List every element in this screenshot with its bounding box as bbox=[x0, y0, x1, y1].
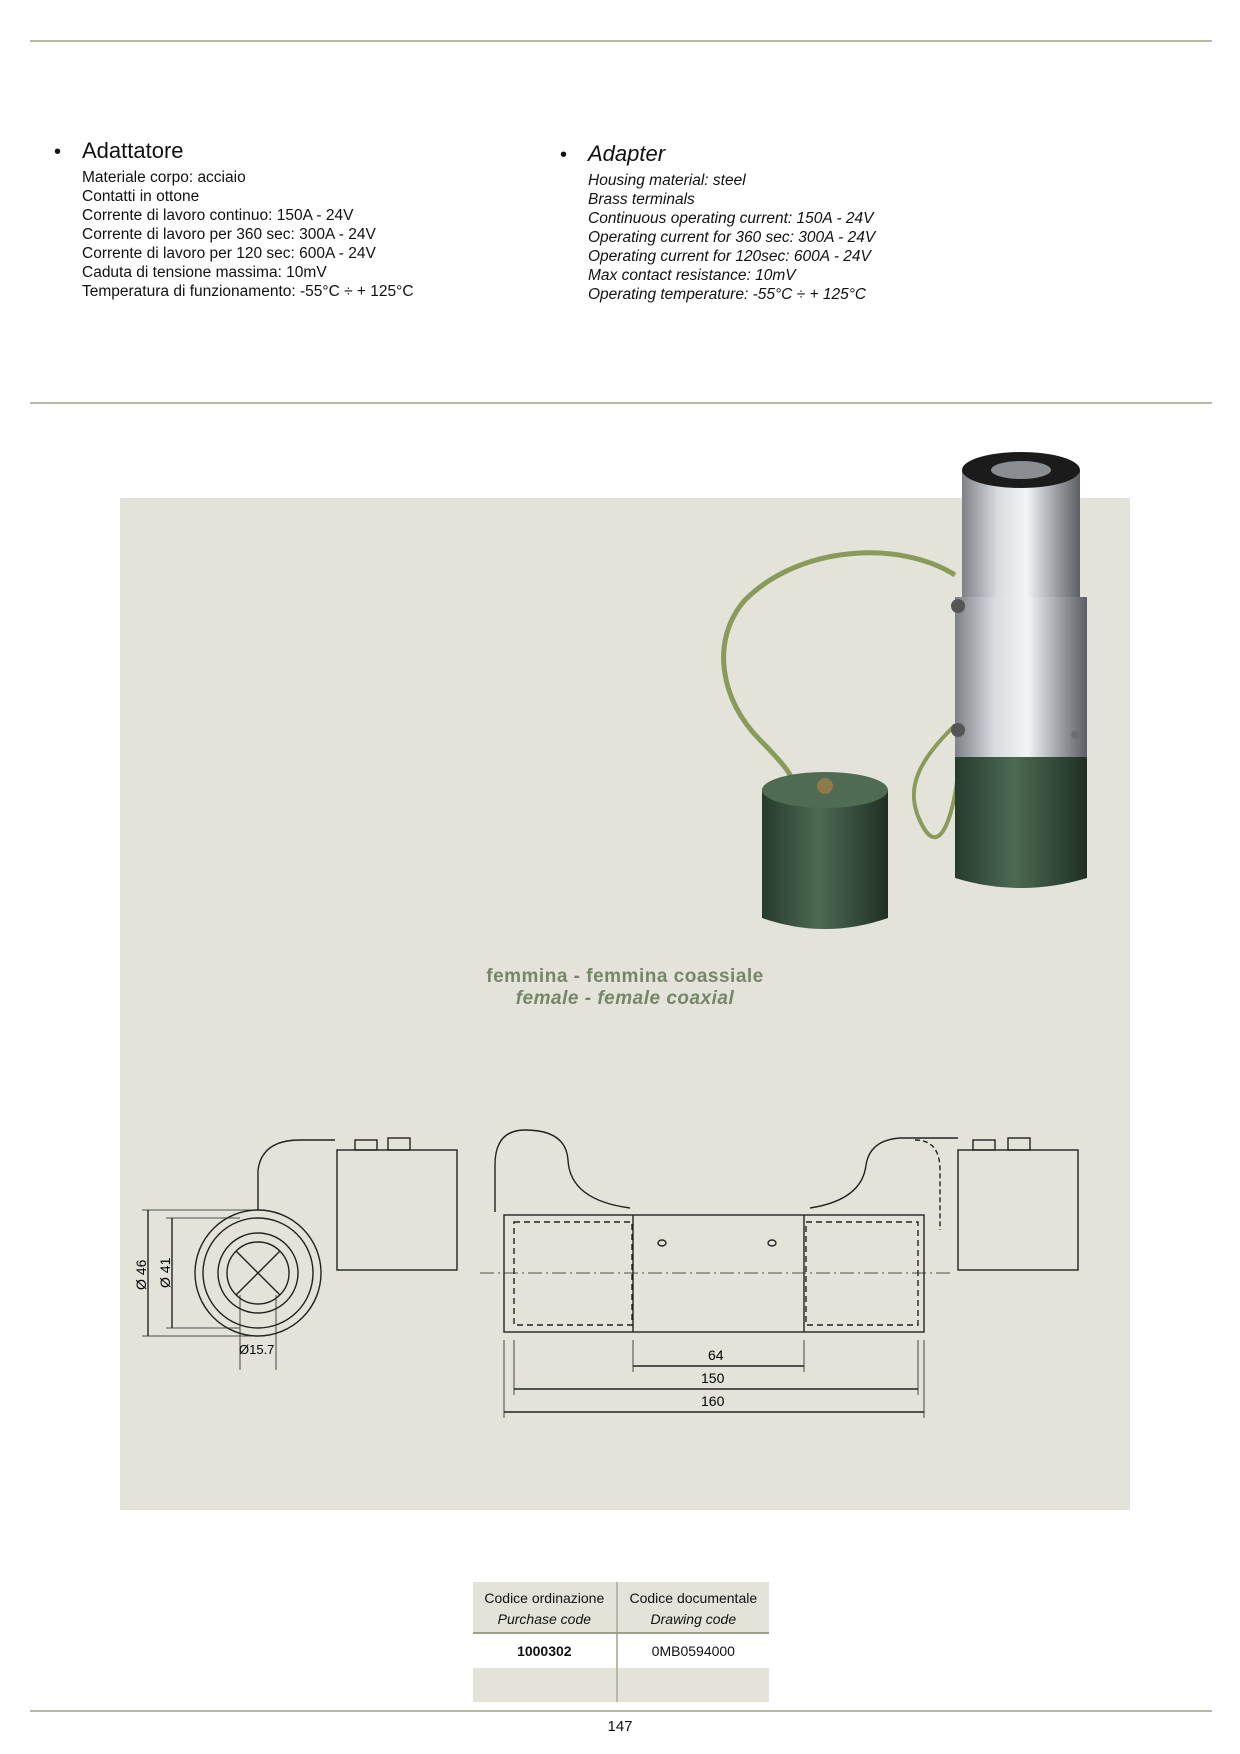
side-view-body bbox=[504, 1215, 924, 1332]
dim-150: 150 bbox=[701, 1370, 725, 1386]
purchase-code-cell bbox=[473, 1668, 617, 1702]
caption-italian: femmina - femmina coassiale bbox=[486, 966, 764, 987]
front-view-cable bbox=[258, 1140, 335, 1210]
bottom-rule bbox=[30, 1710, 1212, 1712]
table-row bbox=[473, 1668, 769, 1702]
list-item: Operating current for 120sec: 600A - 24V bbox=[588, 248, 871, 265]
spec-english-title: Adapter bbox=[588, 141, 666, 166]
col-drawing-code bbox=[617, 1582, 769, 1633]
list-item: Continuous operating current: 150A - 24V bbox=[588, 210, 874, 227]
list-item: Contatti in ottone bbox=[82, 188, 200, 205]
list-item: Temperatura di funzionamento: -55°C ÷ + 125°C bbox=[82, 283, 414, 300]
screw-icon bbox=[951, 599, 965, 613]
list-item: Housing material: steel bbox=[588, 172, 746, 189]
dim-hole-diameter: Ø15.7 bbox=[239, 1342, 275, 1357]
col-purchase-code-en: Purchase code bbox=[497, 1611, 592, 1627]
list-item: Operating current for 360 sec: 300A - 24V bbox=[588, 229, 876, 246]
drawing-code-cell bbox=[617, 1668, 769, 1702]
list-item: Materiale corpo: acciaio bbox=[82, 169, 246, 186]
connector-green-base bbox=[955, 757, 1087, 888]
list-item: Max contact resistance: 10mV bbox=[588, 267, 796, 284]
spec-italian-title: Adattatore bbox=[82, 138, 184, 163]
table-row bbox=[473, 1633, 769, 1668]
bullet-icon: • bbox=[560, 144, 568, 166]
page-number: 147 bbox=[607, 1718, 633, 1735]
drawing-code-cell: 0MB0594000 bbox=[617, 1633, 769, 1668]
purchase-code-cell: 1000302 bbox=[473, 1633, 617, 1668]
codes-table bbox=[473, 1582, 769, 1702]
side-view-cable-right bbox=[810, 1138, 958, 1208]
list-item: Brass terminals bbox=[588, 191, 695, 208]
connector-mid-sleeve bbox=[955, 597, 1087, 757]
list-item: Corrente di lavoro per 120 sec: 600A - 24V bbox=[82, 245, 376, 262]
list-item: Operating temperature: -55°C ÷ + 125°C bbox=[588, 286, 867, 303]
list-item: Caduta di tensione massima: 10mV bbox=[82, 264, 327, 281]
dim-outer-diameter: Ø 46 bbox=[133, 1259, 149, 1290]
col-drawing-code-it: Codice documentale bbox=[629, 1590, 758, 1606]
connector-top-sleeve bbox=[962, 470, 1080, 600]
caption-english: female - female coaxial bbox=[515, 988, 735, 1009]
dim-64: 64 bbox=[708, 1347, 724, 1363]
dim-inner-diameter: Ø 41 bbox=[157, 1257, 173, 1288]
cable-wire bbox=[724, 553, 955, 790]
rivet-icon bbox=[1071, 731, 1079, 739]
col-purchase-code-it: Codice ordinazione bbox=[484, 1590, 605, 1606]
list-item: Corrente di lavoro per 360 sec: 300A - 24V bbox=[82, 226, 376, 243]
bullet-icon: • bbox=[54, 141, 62, 163]
connector-socket bbox=[991, 461, 1051, 479]
col-drawing-code-en: Drawing code bbox=[650, 1611, 737, 1627]
side-view-cable-left bbox=[495, 1130, 630, 1212]
front-view-cap bbox=[337, 1150, 457, 1270]
list-item: Corrente di lavoro continuo: 150A - 24V bbox=[82, 207, 354, 224]
cap-terminal-icon bbox=[817, 778, 833, 794]
cable-loop bbox=[914, 725, 960, 837]
screw-icon bbox=[951, 723, 965, 737]
technical-drawing bbox=[0, 1100, 1240, 1430]
codes-header-row bbox=[473, 1582, 769, 1633]
side-view-cap bbox=[958, 1150, 1078, 1270]
col-purchase-code bbox=[473, 1582, 617, 1633]
dim-160: 160 bbox=[701, 1393, 725, 1409]
